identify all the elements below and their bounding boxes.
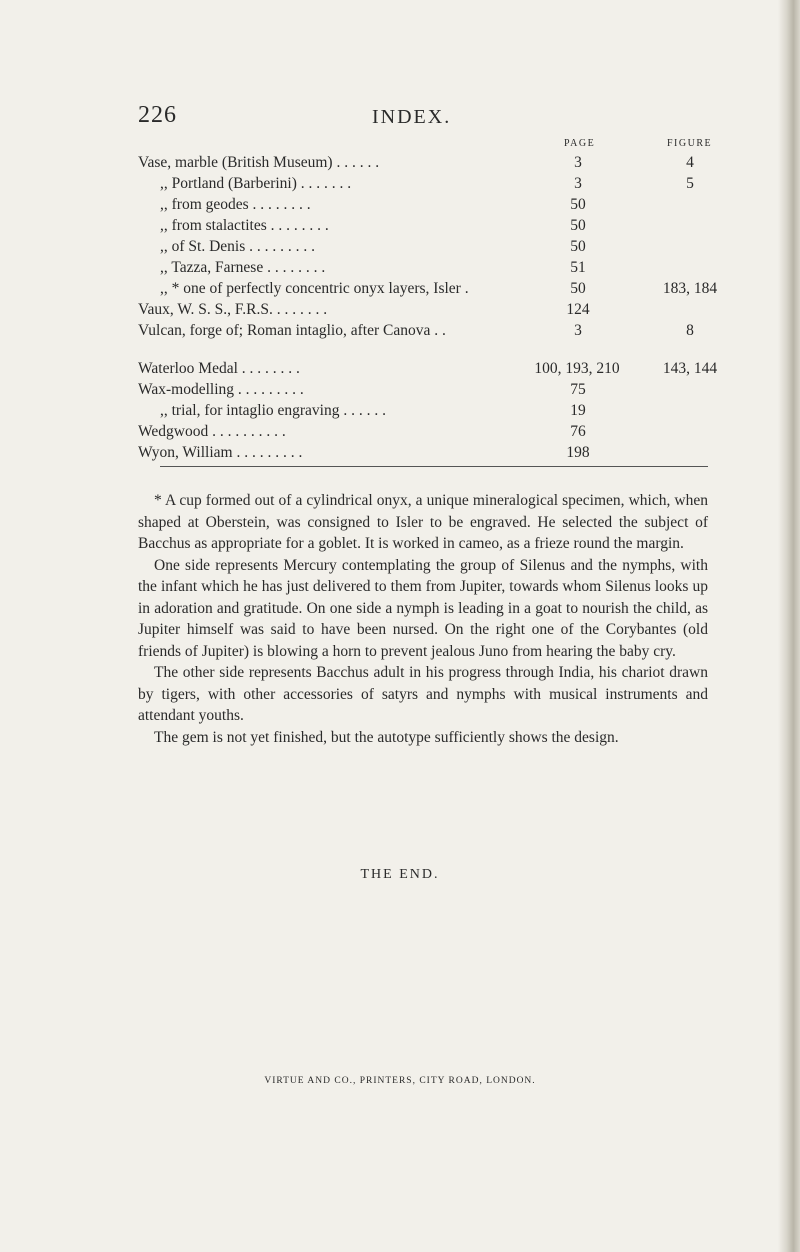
entry-page: 75: [570, 381, 586, 398]
entry-figure: 8: [686, 322, 694, 339]
footnote-paragraph: One side represents Mercury contemplating the group of Silenus and the nymphs, with the infant which he has just delivered to them from Jupiter, towards whom Silenus looks up in adoration and gratitude. On one side a nymph is leading in a goat to nourish the child, as Jupiter himself was said to have been nursed. On the right one of the Corybantes (old friends of Jupiter) is blowing a horn to prevent jealous Juno from hearing the baby cry.: [138, 556, 708, 660]
index-entry: [0, 381, 800, 401]
entry-figure: 5: [686, 175, 694, 192]
entry-text: ,, trial, for intaglio engraving . . . . . .: [160, 402, 386, 419]
entry-page: 3: [574, 175, 582, 192]
footnote-paragraph: The gem is not yet finished, but the autotype sufficiently shows the design.: [154, 728, 619, 746]
entry-text: Vase, marble (British Museum) . . . . . .: [138, 154, 380, 171]
index-entry: [0, 322, 800, 342]
entry-text: Vulcan, forge of; Roman intaglio, after Canova . .: [138, 322, 446, 339]
entry-page: 76: [570, 423, 586, 440]
entry-page: 198: [566, 444, 590, 461]
index-entry: [0, 444, 800, 464]
column-headers: [0, 138, 800, 152]
index-entry: [0, 423, 800, 443]
index-entry: [0, 402, 800, 422]
entry-text: Waterloo Medal . . . . . . . .: [138, 360, 300, 377]
entry-page: 3: [574, 154, 582, 171]
index-entry: [0, 360, 800, 380]
entry-page: 50: [570, 217, 586, 234]
printer-imprint: VIRTUE AND CO., PRINTERS, CITY ROAD, LONDON.: [264, 1076, 536, 1086]
entry-text: ,, of St. Denis . . . . . . . . .: [160, 238, 315, 255]
footnote-paragraph: * A cup formed out of a cylindrical onyx, a unique mineralogical specimen, which, when shaped at Oberstein, was consigned to Isler to be engraved. He selected the subject of Bacchus as appropriate for a goblet. It is worked in cameo, as a frieze round the margin.: [138, 492, 708, 552]
entry-text: ,, from stalactites . . . . . . . .: [160, 217, 329, 234]
index-entry: [0, 280, 800, 300]
entry-page: 51: [570, 259, 586, 276]
entry-page: 3: [574, 322, 582, 339]
entry-text: Wyon, William . . . . . . . . .: [138, 444, 303, 461]
index-entry: [0, 196, 800, 216]
entry-text: Wedgwood . . . . . . . . . .: [138, 423, 286, 440]
entry-text: ,, Portland (Barberini) . . . . . . .: [160, 175, 352, 192]
entry-text: Wax-modelling . . . . . . . . .: [138, 381, 304, 398]
entry-text: ,, Tazza, Farnese . . . . . . . .: [160, 259, 326, 276]
index-entry: [0, 238, 800, 258]
entry-figure: 143, 144: [662, 360, 718, 377]
index-entry: [0, 175, 800, 195]
index-entry: [0, 301, 800, 321]
divider-rule: [160, 466, 708, 467]
footnote-paragraph: The other side represents Bacchus adult in his progress through India, his chariot drawn by tigers, with other accessories of satyrs and nymphs with musical instruments and attendant youths.: [138, 664, 708, 724]
index-entry: [0, 217, 800, 237]
footnote: [138, 490, 708, 748]
entry-text: ,, * one of perfectly concentric onyx layers, Isler .: [160, 280, 469, 297]
page-number: 226: [138, 102, 177, 128]
figure-column-header: FIGURE: [667, 138, 713, 149]
page-column-header: PAGE: [564, 138, 596, 149]
entry-text: ,, from geodes . . . . . . . .: [160, 196, 311, 213]
index-entry: [0, 259, 800, 279]
entry-figure: 183, 184: [662, 280, 718, 297]
running-head: INDEX.: [372, 106, 452, 128]
entry-page: 124: [566, 301, 590, 318]
entry-page: 50: [570, 280, 586, 297]
index-entry: [0, 154, 800, 174]
entry-page: 50: [570, 196, 586, 213]
entry-text: Vaux, W. S. S., F.R.S. . . . . . . .: [138, 301, 328, 318]
entry-page: 19: [570, 402, 586, 419]
entry-page: 50: [570, 238, 586, 255]
entry-page: 100, 193, 210: [534, 360, 620, 377]
the-end-label: THE END.: [360, 867, 440, 882]
entry-figure: 4: [686, 154, 694, 171]
